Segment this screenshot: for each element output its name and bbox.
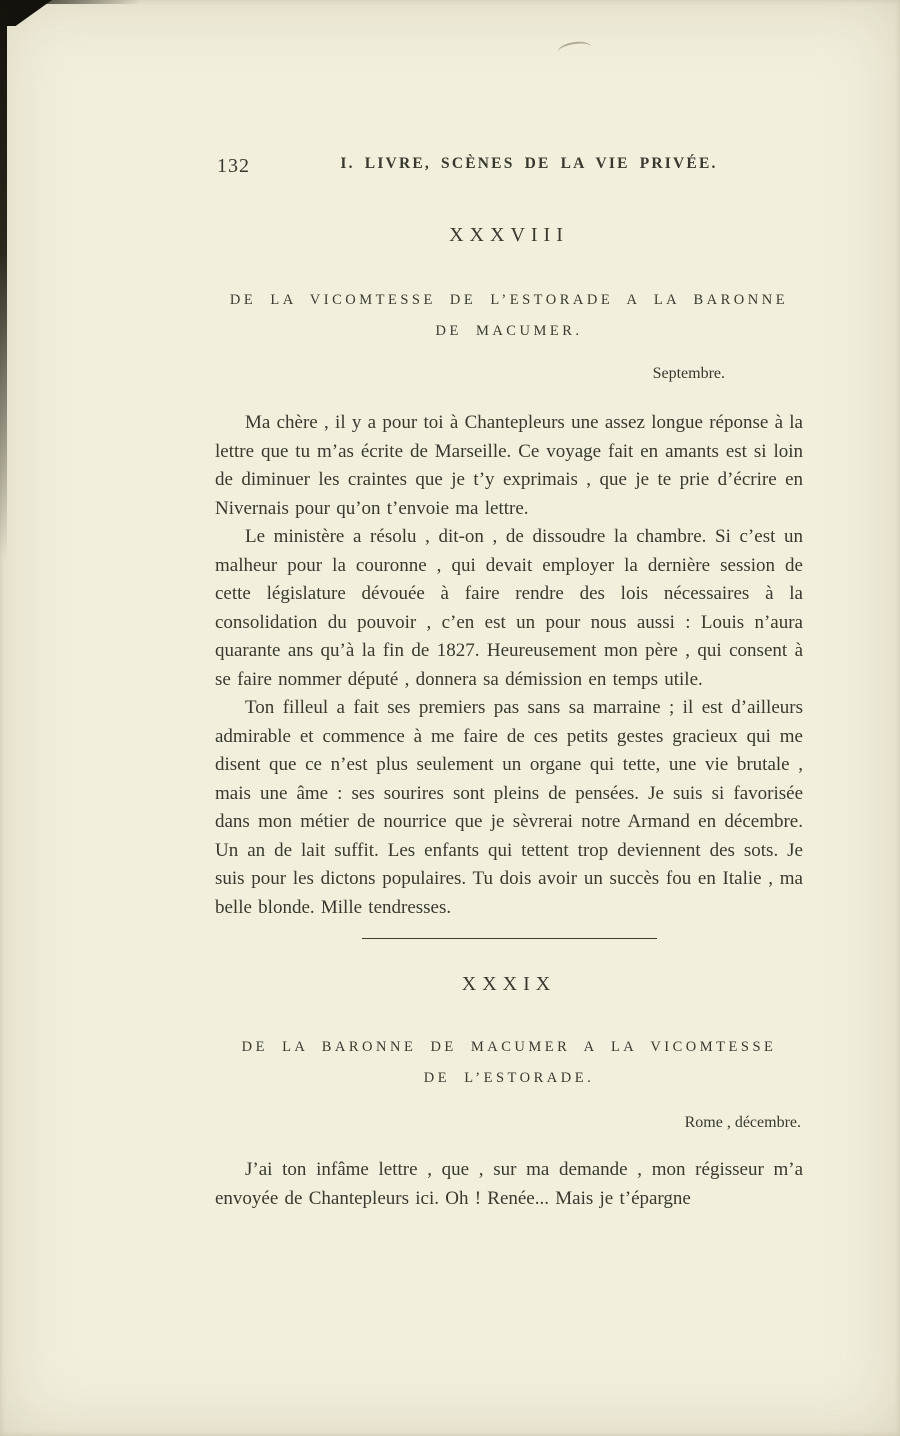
letter-xxxviii [215,224,803,922]
letter-heading-line2: DE L’ESTORADE. [423,1070,595,1086]
letter-xxxix [215,973,803,1213]
letter-paragraph: Ma chère , il y a pour toi à Chantepleurs une assez longue réponse à la lettre que tu m’as écrite de Marseille. Ce voyage fait en amants est si loin de diminuer les craintes que je t’y exprimais , que je te prie d’écrire en Nivernais pour qu’on t’envoie ma lettre. [215,412,803,519]
letter-number: XXXIX [461,973,557,995]
scan-edge-top-artifact [0,0,140,4]
text-block [215,155,803,1213]
letter-number: XXXVIII [449,224,569,246]
letter-paragraph: Le ministère a résolu , dit-on , de dissoudre la chambre. Si c’est un malheur pour la couronne , qui devait employer la dernière session de cette législature dévouée à faire rendre des lois nécessaires à la consolidation du pouvoir , c’en est un pour nous aussi : Louis n’aura quarante ans qu’à la fin de 1827. Heureusement mon père , qui consent à se faire nommer député , donnera sa démission en temps utile. [215,526,803,690]
scan-ink-squiggle-artifact [557,39,593,60]
page-number: 132 [217,155,250,177]
letter-paragraph: J’ai ton infâme lettre , que , sur ma demande , mon régisseur m’a envoyée de Chantepleurs ici. Oh ! Renée... Mais je t’épargne [215,1159,803,1209]
letter-paragraph: Ton filleul a fait ses premiers pas sans sa marraine ; il est d’ailleurs admirable et commence à me faire de ces petits gestes gracieux qui me disent que ce n’est plus seulement un organe qui tette, une vie brutale , mais une âme : ses sourires sont pleins de pensées. Je suis si favorisée dans mon métier de nourrice que je sèvrerai notre Armand en décembre. Un an de lait suffit. Les enfants qui tettent trop deviennent des sots. Je suis pour les dictons populaires. Tu dois avoir un succès fou en Italie , ma belle blonde. Mille tendresses. [215,697,803,918]
letter-heading-line1: DE LA VICOMTESSE DE L’ESTORADE A LA BARONNE [229,292,789,308]
letter-heading [215,285,803,347]
letter-heading-line1: DE LA BARONNE DE MACUMER A LA VICOMTESSE [241,1039,777,1055]
letter-heading [215,1032,803,1094]
section-divider [362,938,657,939]
running-header: I. LIVRE, SCÈNES DE LA VIE PRIVÉE. [340,155,718,172]
page-header [215,155,803,179]
letter-heading-line2: DE MACUMER. [435,323,583,339]
letter-dateline: Septembre. [652,365,725,382]
scan-edge-left-artifact [0,0,7,560]
letter-dateline: Rome , décembre. [684,1114,801,1131]
